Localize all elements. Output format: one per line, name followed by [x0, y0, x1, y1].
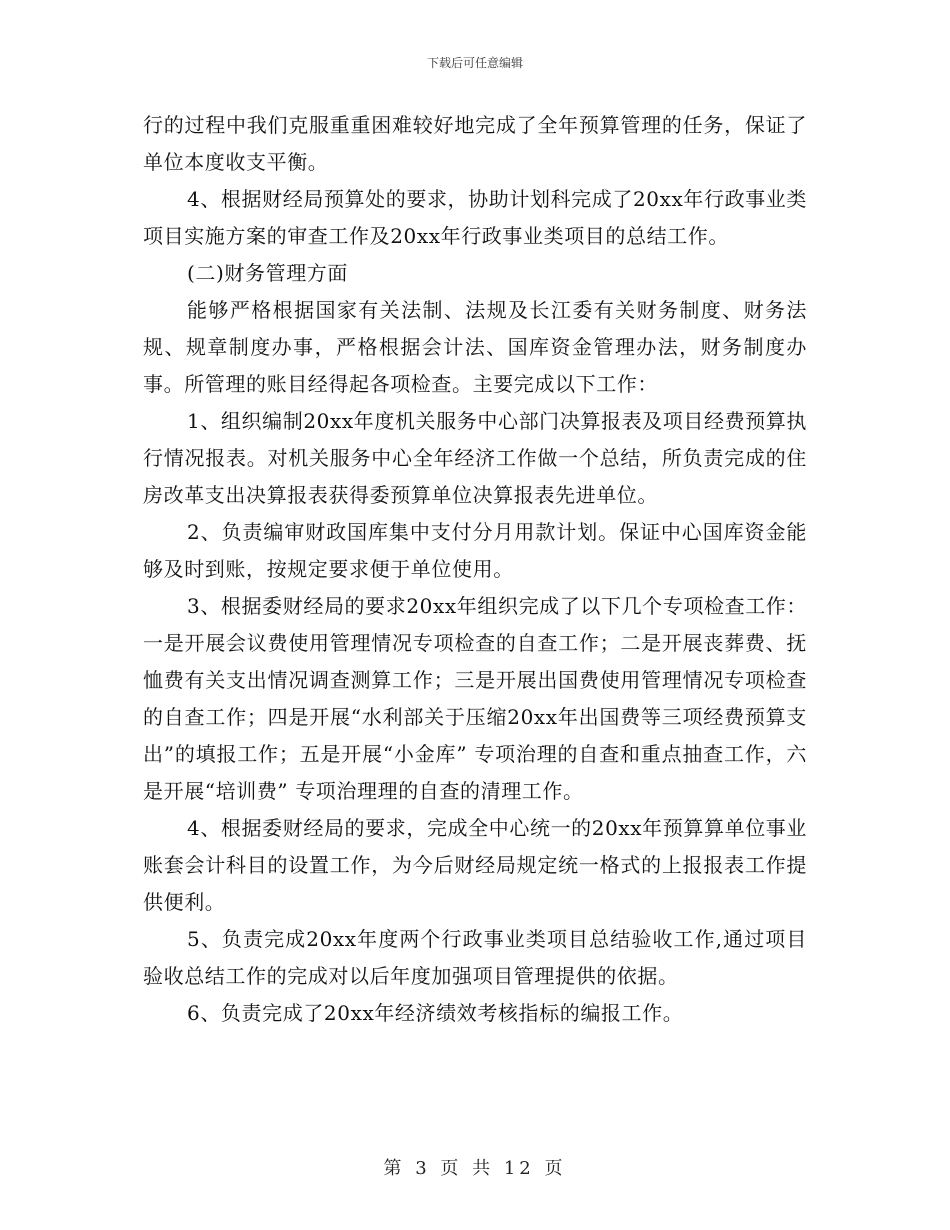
paragraph: 行的过程中我们克服重重困难较好地完成了全年预算管理的任务，保证了单位本度收支平衡。: [143, 113, 807, 174]
paragraph: 3、根据委财经局的要求20xx年组织完成了以下几个专项检查工作：一是开展会议费使用管理情况专项检查的自查工作；二是开展丧葬费、抚恤费有关支出情况调查测算工作；三是开展出国费使用管理情况专项检查的自查工作；四是开展“水利部关于压缩20xx年出国费等三项经费预算支出”的填报工作；五是开展“小金库” 专项治理的自查和重点抽查工作，六是开展“培训费” 专项治理理的自查的清理工作。: [143, 594, 807, 803]
paragraph: 2、负责编审财政国库集中支付分月用款计划。保证中心国库资金能够及时到账，按规定要求便于单位使用。: [143, 520, 807, 581]
paragraph: 5、负责完成20xx年度两个行政事业类项目总结验收工作,通过项目验收总结工作的完成对以后年度加强项目管理提供的依据。: [143, 927, 807, 988]
page-number: 第 3 页 共 12 页: [383, 1158, 567, 1179]
document-body: [143, 107, 807, 1032]
paragraph: 能够严格根据国家有关法制、法规及长江委有关财务制度、财务法规、规章制度办事，严格根据会计法、国库资金管理办法，财务制度办事。所管理的账目经得起各项检查。主要完成以下工作：: [143, 298, 807, 396]
section-heading: (二)财务管理方面: [187, 261, 349, 285]
paragraph: 1、组织编制20xx年度机关服务中心部门决算报表及项目经费预算执行情况报表。对机关服务中心全年经济工作做一个总结，所负责完成的住房改革支出决算报表获得委预算单位决算报表先进单位。: [143, 409, 807, 507]
paragraph: 4、根据财经局预算处的要求，协助计划科完成了20xx年行政事业类项目实施方案的审查工作及20xx年行政事业类项目的总结工作。: [143, 187, 807, 248]
page-header: 下载后可任意编辑: [426, 56, 523, 70]
paragraph: 6、负责完成了20xx年经济绩效考核指标的编报工作。: [187, 1001, 684, 1025]
paragraph: 4、根据委财经局的要求，完成全中心统一的20xx年预算算单位事业账套会计科目的设置工作，为今后财经局规定统一格式的上报报表工作提供便利。: [143, 816, 807, 914]
